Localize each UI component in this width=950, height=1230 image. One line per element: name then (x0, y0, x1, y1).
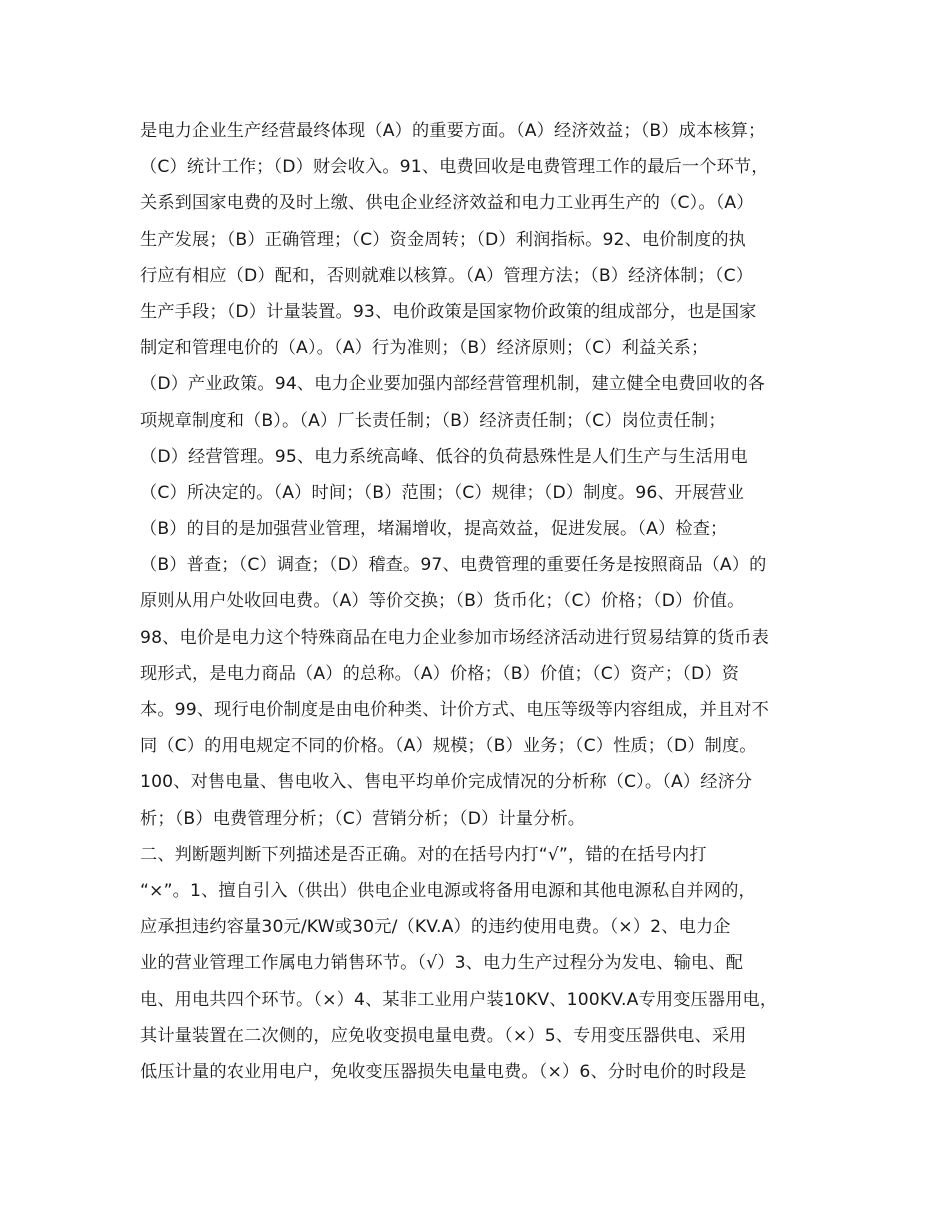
text-line: （B）的目的是加强营业管理，堵漏增收，提高效益，促进发展。（A）检查； (140, 519, 728, 540)
text-line: 业的营业管理工作属电力销售环节。（√）3、电力生产过程分为发电、输电、配 (140, 953, 744, 974)
text-line: 100、对售电量、售电收入、售电平均单价完成情况的分析称（C）。（A）经济分 (140, 772, 753, 793)
text-line: 生产发展；（B）正确管理；（C）资金周转；（D）利润指标。92、电价制度的执 (140, 229, 746, 250)
text-line: （D）产业政策。94、电力企业要加强内部经营管理机制，建立健全电费回收的各 (140, 374, 766, 395)
text-line: 98、电价是电力这个特殊商品在电力企业参加市场经济活动进行贸易结算的货币表 (140, 627, 769, 648)
text-line: 析；（B）电费管理分析；（C）营销分析；（D）计量分析。 (140, 808, 586, 829)
text-line: 其计量装置在二次侧的，应免收变损电量电费。（×）5、专用变压器供电、采用 (140, 1025, 747, 1046)
text-line: 行应有相应（D）配和，否则就难以核算。（A）管理方法；（B）经济体制；（C） (140, 265, 754, 286)
text-line: 同（C）的用电规定不同的价格。（A）规模；（B）业务；（C）性质；（D）制度。 (140, 736, 757, 757)
text-line: 项规章制度和（B）。（A）厂长责任制；（B）经济责任制；（C）岗位责任制； (140, 410, 726, 431)
text-line: （C）所决定的。（A）时间；（B）范围；（C）规律；（D）制度。96、开展营业 (140, 482, 745, 503)
text-line: （D）经营管理。95、电力系统高峰、低谷的负荷悬殊性是人们生产与生活用电 (140, 446, 748, 467)
text-line: 是电力企业生产经营最终体现（A）的重要方面。（A）经济效益；（B）成本核算； (140, 121, 766, 141)
text-line: （B）普查；（C）调查；（D）稽查。97、电费管理的重要任务是按照商品（A）的 (140, 555, 767, 576)
text-line: 电、用电共四个环节。（×）4、某非工业用户装10KV、100KV.A专用变压器用电， (140, 989, 778, 1010)
text-line: 现形式，是电力商品（A）的总称。（A）价格；（B）价值；（C）资产；（D）资 (140, 663, 740, 684)
text-line: 应承担违约容量30元/KW或30元/（KV.A）的违约使用电费。（×）2、电力企 (140, 917, 731, 938)
document-body (140, 113, 830, 1090)
text-line: 本。99、现行电价制度是由电价种类、计价方式、电压等级等内容组成，并且对不 (140, 700, 769, 720)
text-line: “×”。1、擅自引入（供出）供电企业电源或将备用电源和其他电源私自并网的， (140, 880, 756, 901)
section-heading-line: 二、判断题判断下列描述是否正确。对的在括号内打“√”，错的在括号内打 (140, 844, 707, 865)
text-line: 原则从用户处收回电费。（A）等价交换；（B）货币化；（C）价格；（D）价值。 (140, 591, 745, 612)
text-line: 低压计量的农业用电户，免收变压器损失电量电费。（×）6、分时电价的时段是 (140, 1061, 747, 1082)
text-line: （C）统计工作；（D）财会收入。91、电费回收是电费管理工作的最后一个环节， (140, 157, 769, 178)
text-line: 生产手段；（D）计量装置。93、电价政策是国家物价政策的组成部分，也是国家 (140, 301, 757, 322)
text-line: 制定和管理电价的（A）。（A）行为准则；（B）经济原则；（C）利益关系； (140, 338, 709, 359)
text-line: 关系到国家电费的及时上缴、供电企业经济效益和电力工业再生产的（C）。（A） (140, 193, 754, 214)
